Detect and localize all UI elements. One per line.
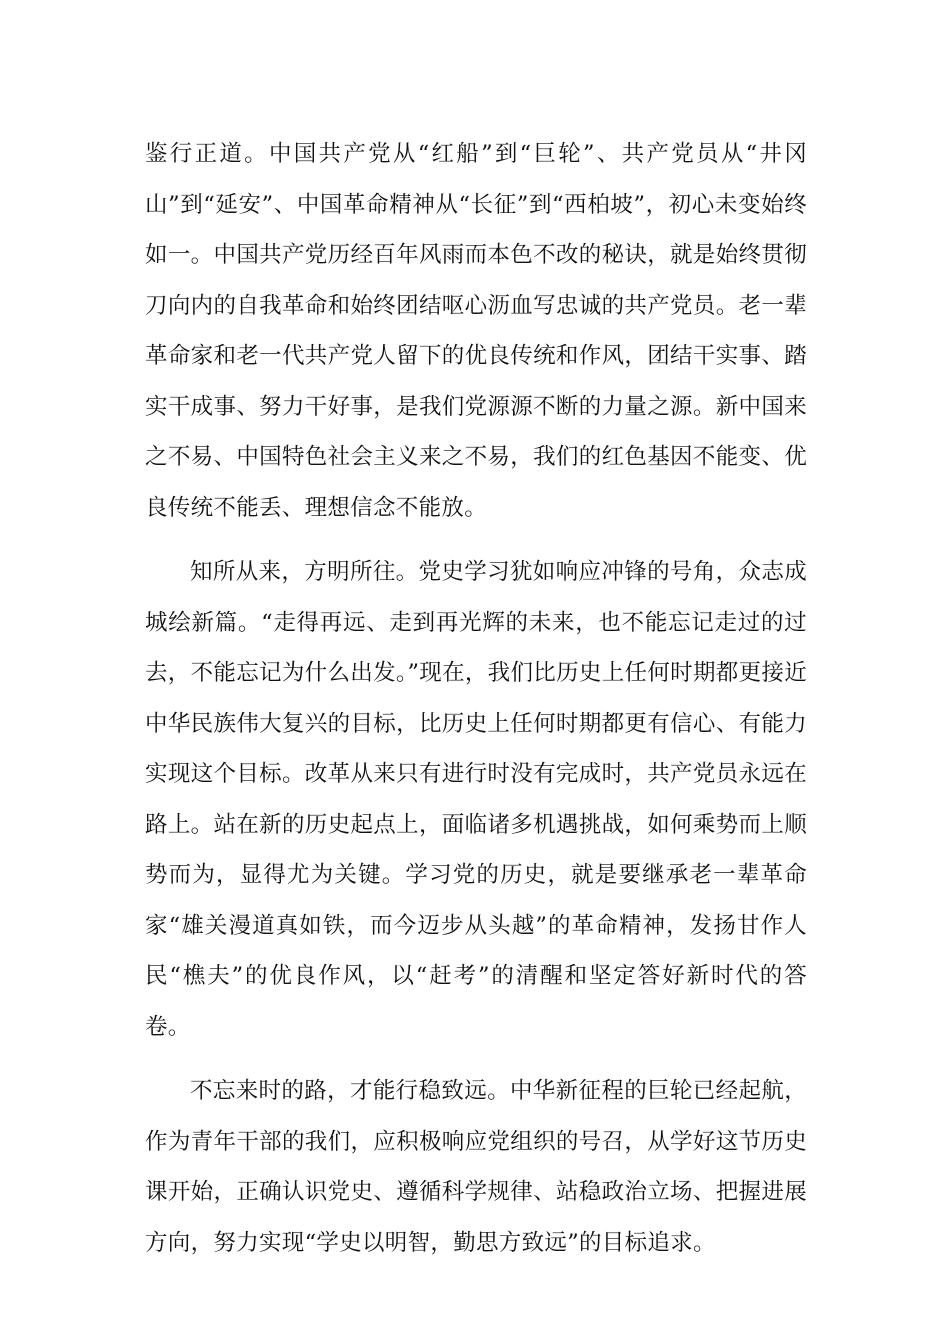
paragraph-1: 鉴行正道。中国共产党从“红船”到“巨轮”、共产党员从“井冈山”到“延安”、中国革命精神从“长征”到“西柏坡”，初心未变始终如一。中国共产党历经百年风雨而本色不改的秘诀，就是始终贯彻刀向内的自我革命和始终团结呕心沥血写忠诚的共产党员。老一辈革命家和老一代共产党人留下的优良传统和作风，团结干实事、踏实干成事、努力干好事，是我们党源源不断的力量之源。新中国来之不易、中国特色社会主义来之不易，我们的红色基因不能变、优良传统不能丢、理想信念不能放。	[145, 141, 807, 521]
paragraph-2: 知所从来，方明所往。党史学习犹如响应冲锋的号角，众志成城绘新篇。“走得再远、走到再光辉的未来，也不能忘记走过的过去，不能忘记为什么出发。”现在，我们比历史上任何时期都更接近中华民族伟大复兴的目标，比历史上任何时期都更有信心、有能力实现这个目标。改革从来只有进行时没有完成时，共产党员永远在路上。站在新的历史起点上，面临诸多机遇挑战，如何乘势而上顺势而为，显得尤为关键。学习党的历史，就是要继承老一辈革命家“雄关漫道真如铁，而今迈步从头越”的革命精神，发扬甘作人民“樵夫”的优良作风，以“赶考”的清醒和坚定答好新时代的答卷。	[145, 559, 807, 1040]
paragraph-3: 不忘来时的路，才能行稳致远。中华新征程的巨轮已经起航，作为青年干部的我们，应积极响应党组织的号召，从学好这节历史课开始，正确认识党史、遵循科学规律、站稳政治立场、把握进展方向，努力实现“学史以明智，勤思方致远”的目标追求。	[145, 1078, 807, 1256]
document-body	[145, 129, 807, 1282]
